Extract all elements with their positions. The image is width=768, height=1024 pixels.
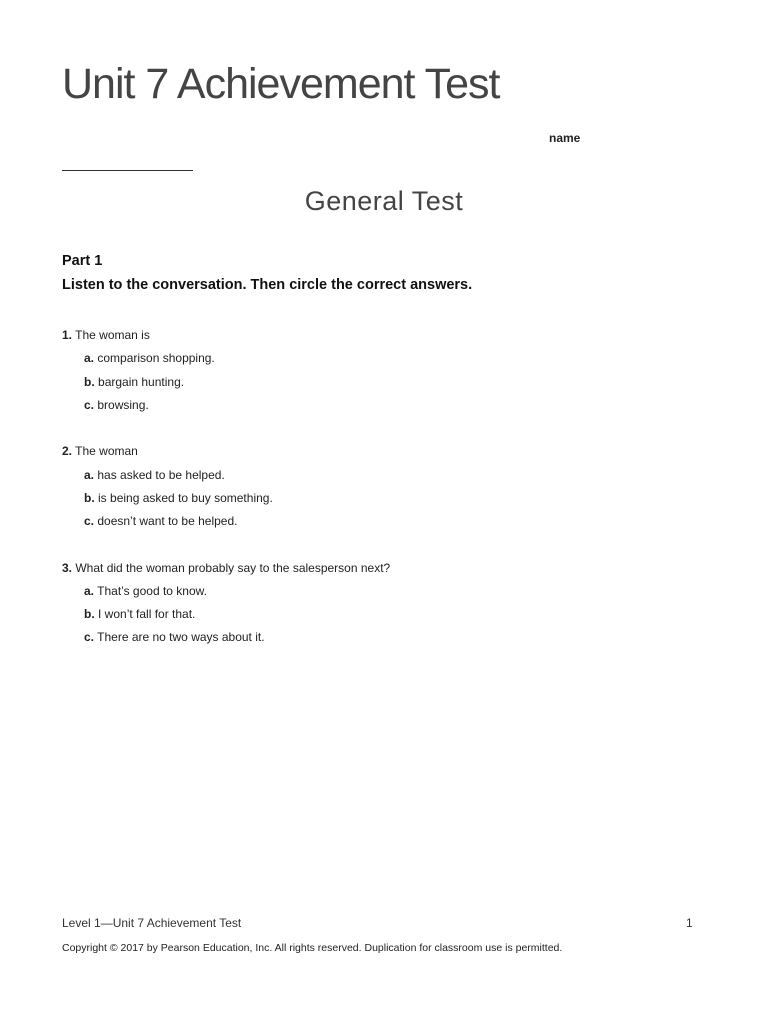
question-1 xyxy=(62,328,150,342)
option-letter: c. xyxy=(84,630,95,644)
question-2 xyxy=(62,444,138,458)
option-text: That’s good to know. xyxy=(97,584,207,598)
copyright-notice: Copyright © 2017 by Pearson Education, Inc. All rights reserved. Duplication for classroom use is permitted. xyxy=(62,942,563,954)
option-text: bargain hunting. xyxy=(98,375,185,389)
option-text: There are no two ways about it. xyxy=(97,630,265,644)
question-number: 1. xyxy=(62,328,73,342)
option-letter: c. xyxy=(84,398,95,412)
question-2-option-b xyxy=(84,491,273,505)
option-text: has asked to be helped. xyxy=(97,468,225,482)
question-1-option-b xyxy=(84,375,184,389)
option-text: I won’t fall for that. xyxy=(98,607,196,621)
footer-title: Level 1—Unit 7 Achievement Test xyxy=(62,916,242,930)
document-title: Unit 7 Achievement Test xyxy=(62,60,500,108)
question-3-option-b xyxy=(84,607,195,621)
option-letter: b. xyxy=(84,491,95,505)
question-3 xyxy=(62,561,390,575)
question-text: What did the woman probably say to the salesperson next? xyxy=(75,561,391,575)
option-letter: a. xyxy=(84,468,95,482)
option-letter: a. xyxy=(84,351,95,365)
name-blank-line xyxy=(62,170,193,171)
question-number: 2. xyxy=(62,444,73,458)
part-heading: Part 1 xyxy=(62,253,103,269)
option-text: comparison shopping. xyxy=(97,351,215,365)
option-text: doesn’t want to be helped. xyxy=(97,514,238,528)
option-letter: a. xyxy=(84,584,95,598)
option-text: is being asked to buy something. xyxy=(98,491,273,505)
question-1-option-c xyxy=(84,398,149,412)
question-text: The woman xyxy=(75,444,138,458)
question-text: The woman is xyxy=(75,328,150,342)
option-text: browsing. xyxy=(97,398,149,412)
name-label: name xyxy=(549,131,581,145)
part-instruction: Listen to the conversation. Then circle the correct answers. xyxy=(62,277,473,293)
option-letter: b. xyxy=(84,607,95,621)
question-1-option-a xyxy=(84,351,215,365)
question-number: 3. xyxy=(62,561,73,575)
question-3-option-c xyxy=(84,630,265,644)
question-2-option-a xyxy=(84,468,225,482)
option-letter: b. xyxy=(84,375,95,389)
section-title: General Test xyxy=(304,186,464,216)
option-letter: c. xyxy=(84,514,95,528)
page-number: 1 xyxy=(686,916,693,930)
question-3-option-a xyxy=(84,584,207,598)
question-2-option-c xyxy=(84,514,237,528)
